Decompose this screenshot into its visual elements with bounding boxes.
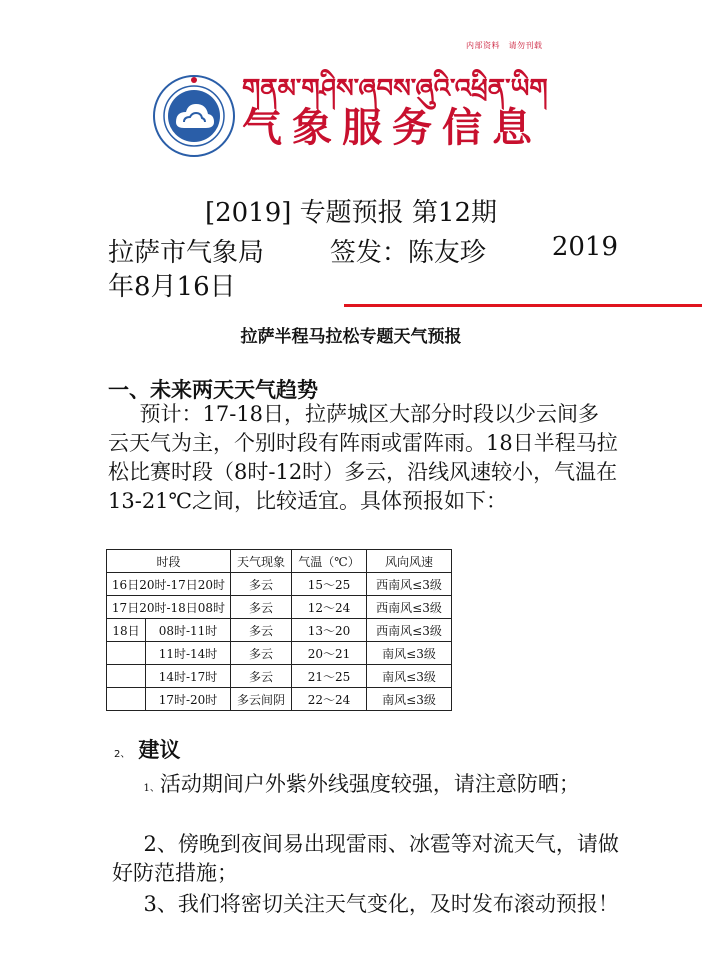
meteorological-emblem-icon (152, 74, 236, 158)
table-cell: 南风≤3级 (367, 665, 452, 688)
table-cell: 南风≤3级 (367, 642, 452, 665)
advice-text: 我们将密切关注天气变化，及时发布滚动预报！ (177, 892, 619, 916)
advice-item (112, 890, 624, 919)
table-cell: 18日 (107, 619, 146, 642)
advice-number: 1、 (143, 783, 160, 794)
section-title: 建议 (138, 738, 181, 762)
section-number: 2、 (114, 749, 131, 760)
table-header-row (107, 550, 452, 573)
issuer-line (108, 232, 618, 269)
table-cell: 12～24 (292, 596, 367, 619)
forecast-paragraph: 预计：17-18日，拉萨城区大部分时段以少云间多云天气为主，个别时段有阵雨或雷阵雨。18日半程马拉松比赛时段（8时-12时）多云，沿线风速较小，气温在13-21℃之间，比较适宜。具体预报如下： (108, 402, 618, 513)
table-cell: 11时-14时 (146, 642, 231, 665)
table-header: 风向风速 (367, 550, 452, 573)
table-cell: 西南风≤3级 (367, 596, 452, 619)
issue-year: 2019 (551, 232, 618, 262)
advice-text: 傍晚到夜间易出现雷雨、冰雹等对流天气，请做好防范措施； (112, 832, 619, 885)
table-cell (107, 688, 146, 711)
section-heading-trend: 一、未来两天天气趋势 (108, 378, 318, 402)
table-cell: 多云 (231, 596, 292, 619)
table-row (107, 688, 452, 711)
advice-number: 3、 (143, 892, 178, 916)
table-cell: 22～24 (292, 688, 367, 711)
issue-date: 年8月16日 (108, 272, 236, 302)
forecast-table (106, 549, 452, 711)
table-row (107, 596, 452, 619)
red-divider (344, 304, 702, 307)
table-row (107, 573, 452, 596)
table-cell: 17时-20时 (146, 688, 231, 711)
table-row (107, 665, 452, 688)
table-cell: 多云 (231, 619, 292, 642)
table-cell: 08时-11时 (146, 619, 231, 642)
tibetan-masthead: གནམ་གཤིས་ཞབས་ཞུའི་འཕྲིན་ཡིག (242, 74, 548, 104)
advice-item (112, 830, 624, 888)
signer: 签发：陈友珍 (329, 238, 486, 268)
table-cell (107, 665, 146, 688)
table-cell (107, 642, 146, 665)
table-row (107, 642, 452, 665)
masthead-title: 气象服务信息 (242, 104, 542, 151)
table-cell: 14时-17时 (146, 665, 231, 688)
table-cell: 多云 (231, 665, 292, 688)
table-row (107, 619, 452, 642)
document-title: 拉萨半程马拉松专题天气预报 (240, 327, 462, 347)
advice-number: 2、 (143, 832, 178, 856)
section-heading-advice (114, 734, 180, 764)
advice-text: 活动期间户外紫外线强度较强，请注意防晒； (159, 772, 580, 796)
issuing-org: 拉萨市气象局 (108, 238, 265, 268)
issue-number: [2019] 专题预报 第12期 (204, 198, 498, 228)
table-cell: 17日20时-18日08时 (107, 596, 231, 619)
table-cell: 16日20时-17日20时 (107, 573, 231, 596)
table-cell: 15～25 (292, 573, 367, 596)
table-cell: 南风≤3级 (367, 688, 452, 711)
table-cell: 多云间阴 (231, 688, 292, 711)
advice-item (112, 770, 624, 803)
table-header: 气温（℃） (292, 550, 367, 573)
table-cell: 多云 (231, 642, 292, 665)
table-header: 天气现象 (231, 550, 292, 573)
table-cell: 西南风≤3级 (367, 573, 452, 596)
table-cell: 21～25 (292, 665, 367, 688)
table-header: 时段 (107, 550, 231, 573)
table-cell: 20～21 (292, 642, 367, 665)
table-cell: 多云 (231, 573, 292, 596)
table-cell: 13～20 (292, 619, 367, 642)
internal-notice: 内部资料 请勿刊载 (466, 41, 543, 50)
table-cell: 西南风≤3级 (367, 619, 452, 642)
